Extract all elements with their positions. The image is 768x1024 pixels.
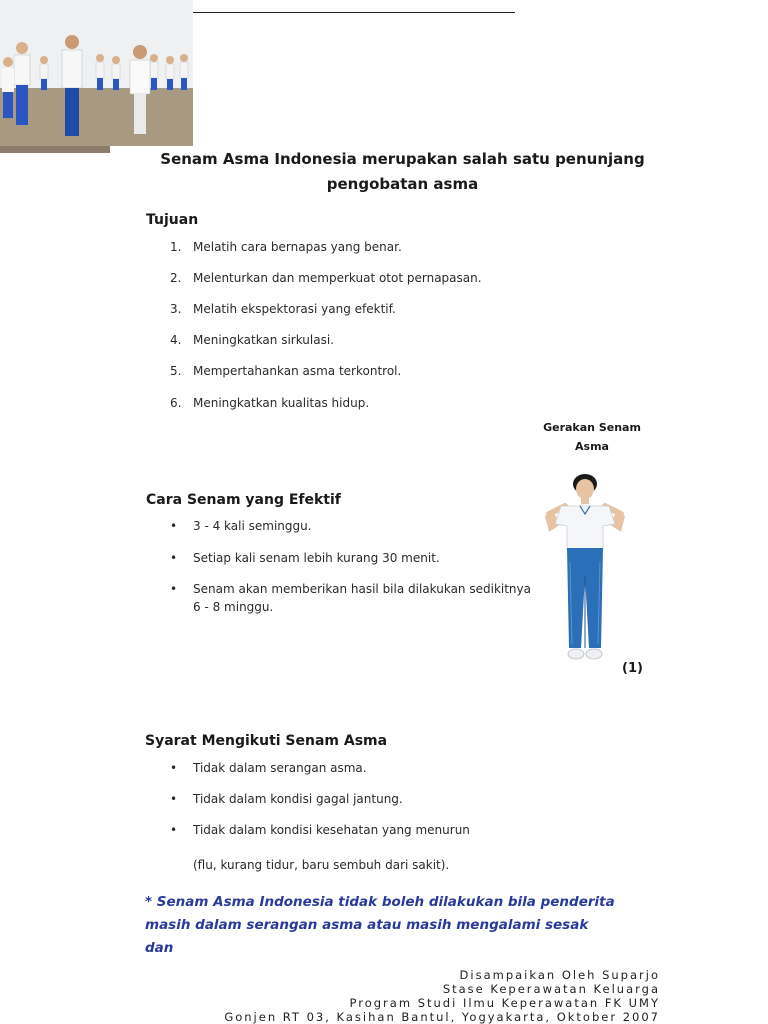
footer-address: Gonjen RT 03, Kasihan Bantul, Yogyakarta, Oktober 2007 [224,1010,660,1024]
list-sub-note: (flu, kurang tidur, baru sembuh dari sakit). [193,858,450,872]
bullet-icon: • [170,823,178,837]
title-line-1: Senam Asma Indonesia merupakan salah satu penunjang [160,150,645,168]
list-item-continuation: 6 - 8 minggu. [193,600,274,614]
list-item: Mempertahankan asma terkontrol. [193,364,402,378]
bullet-icon: • [170,792,178,806]
figure-caption [537,418,647,456]
list-item: Melatih cara bernapas yang benar. [193,240,402,254]
list-item: Setiap kali senam lebih kurang 30 menit. [193,551,440,565]
list-item: Melatih ekspektorasi yang efektif. [193,302,396,316]
list-item-number: 6. [170,396,182,410]
footer [224,968,660,1024]
bullet-icon: • [170,761,178,775]
syarat-heading: Syarat Mengikuti Senam Asma [145,733,388,749]
figure-number: (1) [622,661,643,676]
list-item: Senam akan memberikan hasil bila dilakukan sedikitnya [193,582,531,596]
footer-stase: Stase Keperawatan Keluarga [442,982,660,996]
list-item: Tidak dalam kondisi gagal jantung. [193,792,403,806]
group-exercise-photo [0,0,193,146]
footer-author: Disampaikan Oleh Suparjo [459,968,660,982]
tujuan-heading: Tujuan [146,212,199,228]
photo-strip [0,146,110,153]
list-item: Melenturkan dan memperkuat otot pernapasan. [193,271,482,285]
list-item: 3 - 4 kali seminggu. [193,519,312,533]
bullet-icon: • [170,582,178,596]
warning-note [145,891,615,960]
list-item-number: 3. [170,302,182,316]
list-item-number: 4. [170,333,182,347]
list-item: Tidak dalam serangan asma. [193,761,367,775]
list-item-number: 2. [170,271,182,285]
list-item-number: 5. [170,364,182,378]
exercise-figure [535,472,635,664]
list-item-number: 1. [170,240,182,254]
cara-heading: Cara Senam yang Efektif [146,492,341,508]
warning-note-line-1: * Senam Asma Indonesia tidak boleh dilakukan bila penderita [145,894,615,910]
bullet-icon: • [170,519,178,533]
list-item: Meningkatkan sirkulasi. [193,333,334,347]
list-item: Meningkatkan kualitas hidup. [193,396,370,410]
title-line-2: pengobatan asma [326,175,479,193]
list-item: Tidak dalam kondisi kesehatan yang menurun [193,823,470,837]
warning-note-line-2: masih dalam serangan asma atau masih mengalami sesak dan [145,917,589,956]
figure-caption-line-2: Asma [575,440,609,453]
top-rule [193,12,515,13]
bullet-icon: • [170,551,178,565]
figure-caption-line-1: Gerakan Senam [543,421,641,434]
footer-program: Program Studi Ilmu Keperawatan FK UMY [349,996,660,1010]
page-title [150,147,655,197]
